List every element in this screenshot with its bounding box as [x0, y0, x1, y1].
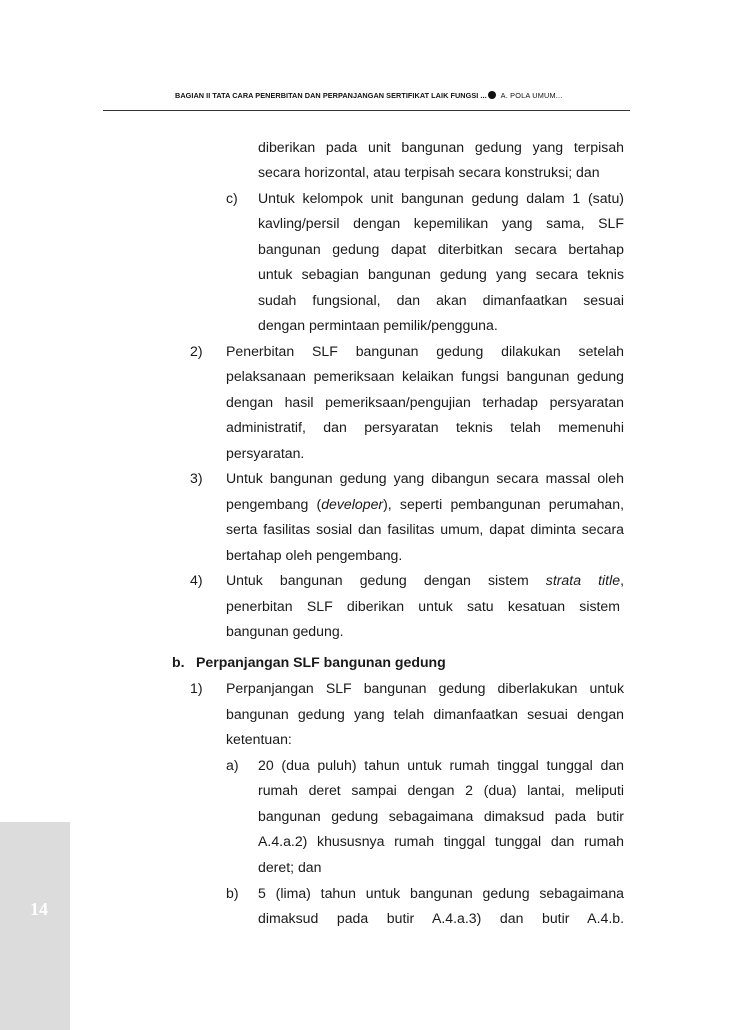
text-line [226, 571, 624, 589]
list-marker: 2) [190, 343, 203, 359]
text-line [258, 214, 624, 232]
list-marker: 4) [190, 572, 203, 588]
list-marker: c) [226, 190, 238, 206]
text-run: administratif, dan persyaratan teknis telah memenuhi [226, 419, 624, 435]
bullet-dot-icon [488, 91, 496, 99]
text-run: bangunan gedung dapat diterbitkan secara bertahap [258, 241, 624, 257]
text-run: Penerbitan SLF bangunan gedung dilakukan setelah [226, 343, 624, 359]
text-line [258, 858, 624, 876]
text-run: ketentuan: [226, 731, 292, 747]
text-run: kavling/persil dengan kepemilikan yang sama, SLF [258, 215, 624, 231]
text-line [226, 546, 624, 564]
italic-term: developer [321, 496, 384, 512]
text-run: penerbitan SLF diberikan untuk satu kesatuan sistem [226, 598, 620, 614]
text-run: , [620, 572, 624, 588]
text-run: persyaratan. [226, 445, 305, 461]
text-line [226, 520, 624, 538]
text-run: untuk sebagian bangunan gedung yang secara teknis [258, 266, 624, 282]
text-run: pelaksanaan pemeriksaan kelaikan fungsi bangunan gedung [226, 368, 624, 384]
text-run: bertahap oleh pengembang. [226, 547, 403, 563]
text-line [258, 163, 624, 181]
list-marker: 1) [190, 680, 203, 696]
text-line [258, 265, 624, 283]
text-line [226, 597, 620, 615]
text-line [258, 909, 624, 927]
text-run: bangunan gedung. [226, 623, 344, 639]
list-marker: a) [226, 757, 239, 773]
text-line [226, 705, 624, 723]
text-line [258, 884, 624, 902]
header-section: A. POLA UMUM... [500, 91, 563, 100]
text-line [226, 418, 624, 436]
section-heading [196, 653, 626, 671]
page-number: 14 [30, 899, 48, 919]
text-line [226, 730, 624, 748]
text-line [226, 622, 624, 640]
header-chapter: BAGIAN II TATA CARA PENERBITAN DAN PERPANJANGAN SERTIFIKAT LAIK FUNGSI ... [175, 91, 487, 100]
text-run: Untuk kelompok unit bangunan gedung dalam 1 (satu) [258, 190, 624, 206]
text-run: Untuk bangunan gedung dengan sistem [226, 572, 546, 588]
text-run: A.4.a.2) khususnya rumah tinggal tunggal dan rumah [258, 833, 624, 849]
text-line [258, 316, 624, 334]
text-run: deret; dan [258, 859, 322, 875]
text-line [258, 832, 624, 850]
text-run: dengan hasil pemeriksaan/pengujian terhadap persyaratan [226, 394, 624, 410]
text-line [258, 291, 624, 309]
running-header [175, 91, 627, 100]
text-run: 20 (dua puluh) tahun untuk rumah tinggal tunggal dan [258, 757, 624, 773]
text-run: dimaksud pada butir A.4.a.3) dan butir A.4.b. [258, 910, 624, 926]
page-sidebar-tab [0, 822, 70, 1030]
text-line [258, 756, 624, 774]
text-run: secara horizontal, atau terpisah secara konstruksi; dan [258, 164, 600, 180]
text-run: bangunan gedung sebagaimana dimaksud pada butir [258, 808, 624, 824]
text-line [258, 189, 624, 207]
list-marker: 3) [190, 470, 203, 486]
italic-term: strata title [545, 572, 621, 588]
header-rule [103, 110, 630, 111]
text-line [226, 469, 624, 487]
text-line [258, 807, 624, 825]
text-run: Perpanjangan SLF bangunan gedung [196, 654, 446, 670]
text-run: 5 (lima) tahun untuk bangunan gedung sebagaimana [258, 885, 624, 901]
text-line [226, 679, 624, 697]
list-marker: b) [226, 885, 239, 901]
text-run: ), seperti pembangunan perumahan, [383, 496, 624, 512]
text-run: diberikan pada unit bangunan gedung yang terpisah [258, 139, 624, 155]
text-line [226, 444, 624, 462]
text-line [226, 367, 624, 385]
text-run: dengan permintaan pemilik/pengguna. [258, 317, 498, 333]
text-line [226, 495, 624, 513]
list-marker: b. [172, 654, 185, 670]
text-line [258, 781, 624, 799]
text-run: pengembang ( [226, 496, 322, 512]
text-line [226, 393, 624, 411]
text-run: sudah fungsional, dan akan dimanfaatkan sesuai [258, 292, 624, 308]
text-run: bangunan gedung yang telah dimanfaatkan sesuai dengan [226, 706, 624, 722]
text-line [258, 240, 624, 258]
text-line [226, 342, 624, 360]
text-run: Untuk bangunan gedung yang dibangun secara massal oleh [226, 470, 624, 486]
text-run: Perpanjangan SLF bangunan gedung diberlakukan untuk [226, 680, 624, 696]
text-run: serta fasilitas sosial dan fasilitas umum, dapat diminta secara [226, 521, 624, 537]
text-line [258, 138, 624, 156]
text-run: rumah deret sampai dengan 2 (dua) lantai, meliputi [258, 782, 624, 798]
